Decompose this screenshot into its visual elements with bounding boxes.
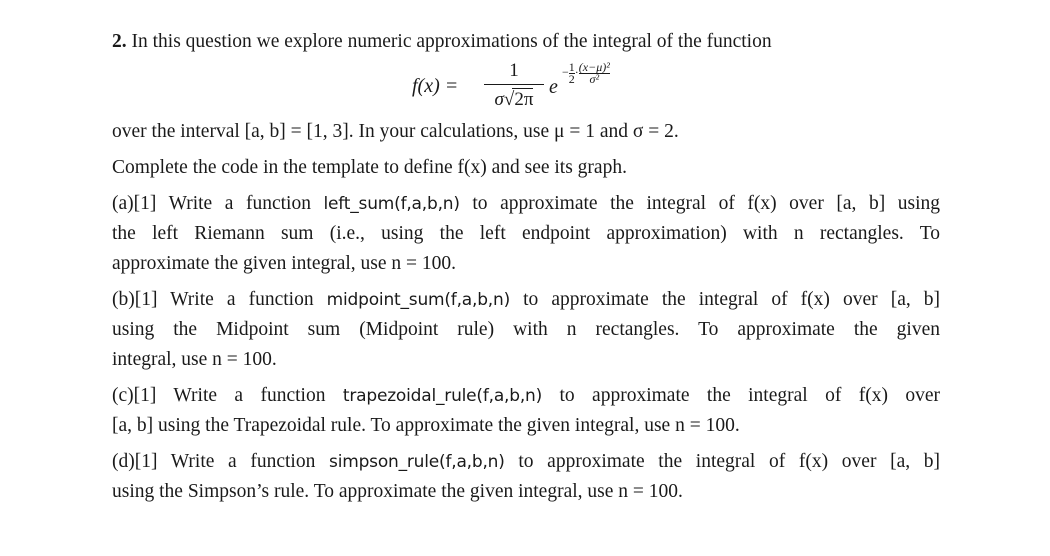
function-equation [412, 60, 692, 118]
exponent-main-fraction: $\frac{\text{(x−μ)²}}{\text{σ²}}$ [578, 60, 610, 86]
exponent-sign: − [562, 65, 569, 80]
part-a-code: left_sum(f,a,b,n) [323, 194, 460, 214]
sqrt-radicand: 2π [514, 89, 534, 111]
sqrt-sign: √ [503, 89, 515, 111]
part-b-line-3: integral, use n = 100. [112, 349, 277, 370]
part-b-label: (b)[1] Write a function [112, 289, 314, 310]
fraction-numerator: 1 [509, 60, 519, 81]
part-d-rest: to approximate the integral of f(x) over [a, b] [518, 451, 941, 472]
part-b-code: midpoint_sum(f,a,b,n) [326, 290, 511, 310]
part-d-line-2: using the Simpson’s rule. To approximate the given integral, use n = 100. [112, 481, 683, 502]
fraction-bar [484, 84, 544, 85]
part-b-line-1 [112, 288, 940, 312]
exponent-half: $\frac{1}{2}$ [568, 60, 575, 86]
part-a-rest: to approximate the integral of f(x) over [a, b] using [472, 193, 941, 214]
question-number: 2. [112, 31, 127, 52]
part-b-rest: to approximate the integral of f(x) over [a, b] [523, 289, 941, 310]
part-b-line-2: using the Midpoint sum (Midpoint rule) with n rectangles. To approximate the given [112, 319, 940, 340]
part-d-code: simpson_rule(f,a,b,n) [329, 452, 505, 472]
part-d-label: (d)[1] Write a function [112, 451, 316, 472]
complete-code-line: Complete the code in the template to define f(x) and see its graph. [112, 157, 627, 178]
interval-line: over the interval [a, b] = [1, 3]. In your calculations, use μ = 1 and σ = 2. [112, 121, 679, 142]
denominator-sigma: σ [494, 89, 504, 111]
part-a-line-1 [112, 192, 940, 216]
part-a-line-3: approximate the given integral, use n = 100. [112, 253, 457, 274]
exponential-base: e [549, 76, 558, 98]
fraction-denominator [484, 88, 544, 111]
part-c-line-2: [a, b] using the Trapezoidal rule. To approximate the given integral, use n = 100. [112, 415, 740, 436]
part-c-label: (c)[1] Write a function [112, 385, 326, 406]
part-c-rest: to approximate the integral of f(x) over [559, 385, 941, 406]
part-a-label: (a)[1] Write a function [112, 193, 311, 214]
equation-fraction [484, 60, 544, 111]
part-d-line-1 [112, 450, 940, 474]
part-c-code: trapezoidal_rule(f,a,b,n) [342, 386, 543, 406]
part-a-line-2: the left Riemann sum (i.e., using the left endpoint approximation) with n rectangles. To [112, 223, 940, 244]
equation-lhs: f(x) = [412, 75, 459, 97]
exponent-dot: · [574, 65, 579, 80]
question-intro-text: In this question we explore numeric approximations of the integral of the function [131, 31, 772, 52]
exponent [562, 62, 610, 85]
question-intro-line [112, 30, 940, 54]
part-c-line-1 [112, 384, 940, 408]
